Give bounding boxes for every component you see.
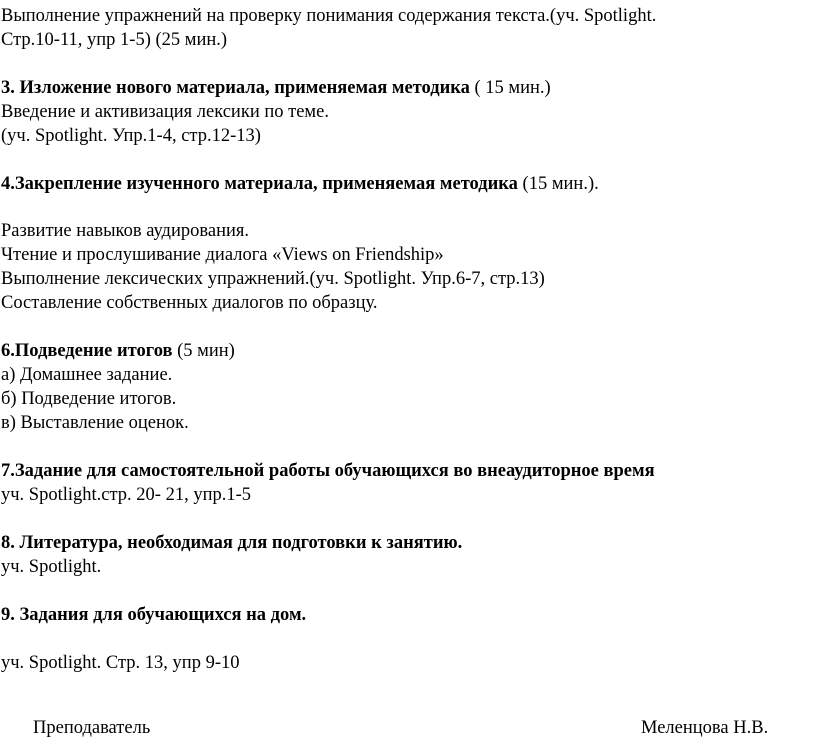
section-3-heading-line (1, 76, 551, 100)
section-6-line-2: б) Подведение итогов. (1, 389, 177, 409)
section-6-heading: 6.Подведение итогов (1, 341, 173, 361)
signature-name: Меленцова Н.В. (641, 718, 769, 738)
section-9-heading: 9. Задания для обучающихся на дом. (1, 605, 307, 625)
intro-line-2: Стр.10-11, упр 1-5) (25 мин.) (1, 30, 228, 50)
section-4-line-3: Выполнение лексических упражнений.(уч. Spotlight. Упр.6-7, стр.13) (1, 269, 545, 289)
section-6-time: (5 мин) (172, 341, 235, 361)
section-9-line: уч. Spotlight. Стр. 13, упр 9-10 (1, 653, 240, 673)
section-8-line: уч. Spotlight. (1, 557, 102, 577)
section-4-line-2: Чтение и прослушивание диалога «Views on Friendship» (1, 245, 444, 265)
signature-role: Преподаватель (33, 718, 151, 738)
section-6-line-3: в) Выставление оценок. (1, 413, 189, 433)
section-4-heading-line (1, 172, 599, 196)
section-4-line-1: Развитие навыков аудирования. (1, 221, 250, 241)
section-6-line-1: а) Домашнее задание. (1, 365, 173, 385)
section-4-time: (15 мин.). (517, 174, 599, 194)
section-6-heading-line (1, 339, 235, 363)
section-7-heading-line (1, 459, 655, 483)
section-9-heading-line (1, 603, 306, 627)
section-7-heading: 7.Задание для самостоятельной работы обучающихся во внеаудиторное время (1, 461, 655, 481)
section-4-heading: 4.Закрепление изученного материала, применяемая методика (1, 174, 518, 194)
section-3-time: ( 15 мин.) (469, 78, 551, 98)
section-4-line-4: Составление собственных диалогов по образцу. (1, 293, 378, 313)
section-3-line-2: (уч. Spotlight. Упр.1-4, стр.12-13) (1, 126, 261, 146)
section-8-heading: 8. Литература, необходимая для подготовки к занятию. (1, 533, 463, 553)
section-8-heading-line (1, 531, 462, 555)
intro-line-1: Выполнение упражнений на проверку понимания содержания текста.(уч. Spotlight. (1, 6, 657, 26)
section-7-line: уч. Spotlight.стр. 20- 21, упр.1-5 (1, 485, 252, 505)
section-3-line-1: Введение и активизация лексики по теме. (1, 102, 329, 122)
section-3-heading: 3. Изложение нового материала, применяемая методика (1, 78, 470, 98)
